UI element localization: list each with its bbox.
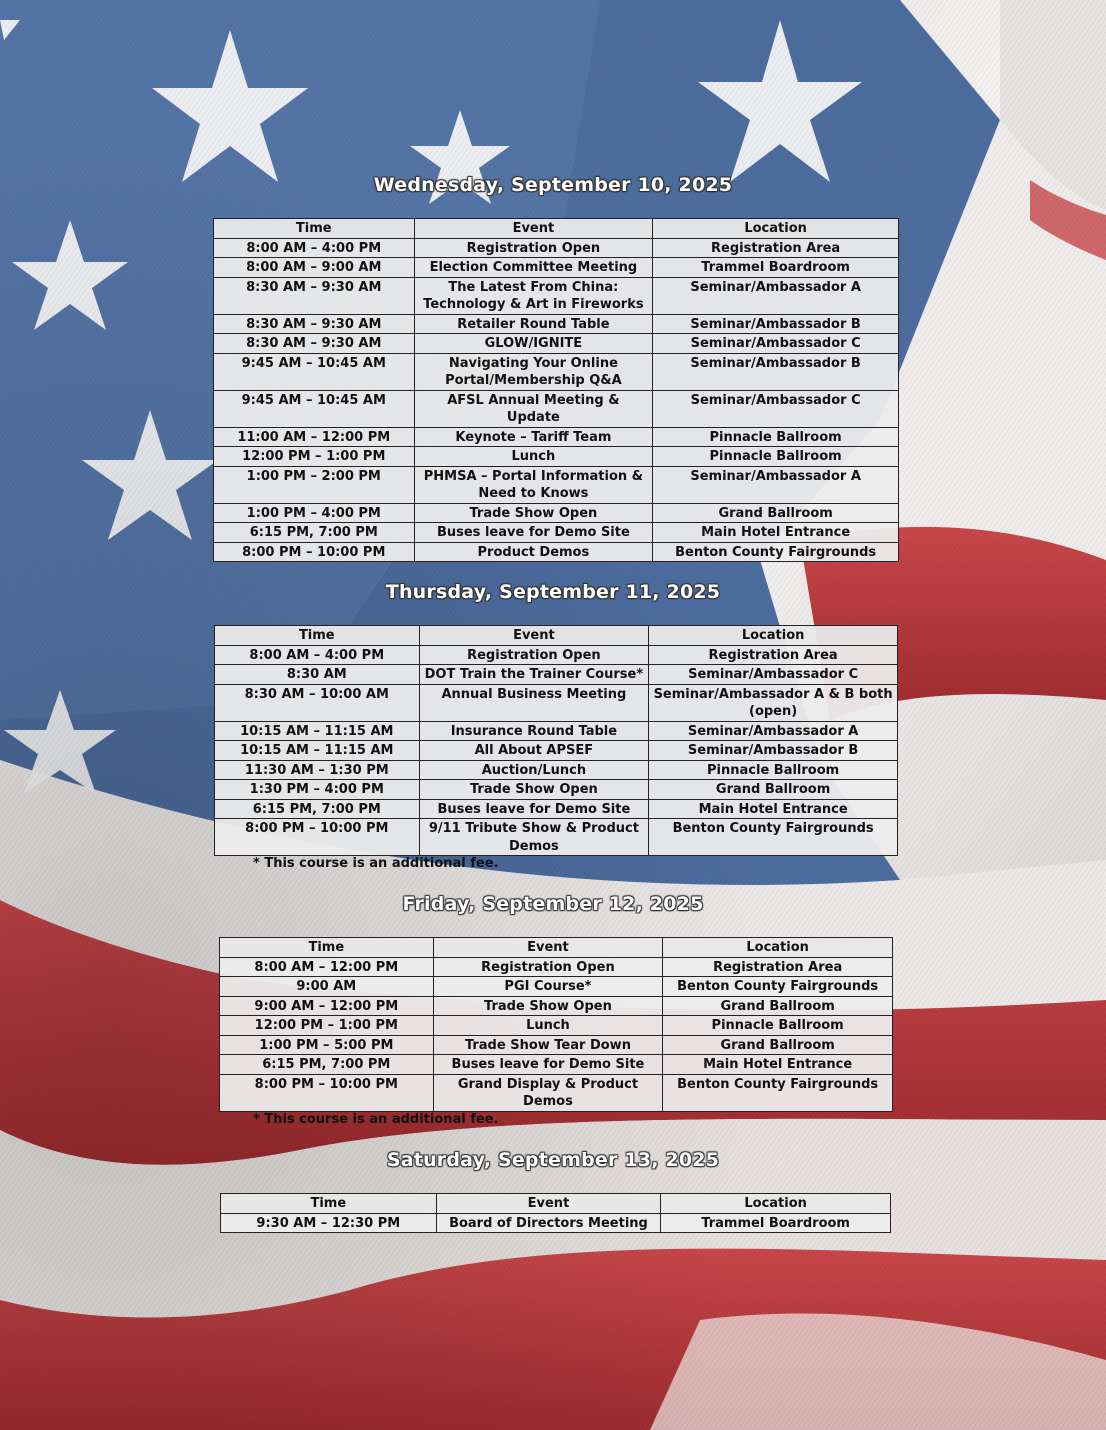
event-cell: Buses leave for Demo Site [419, 799, 649, 819]
column-header-event: Event [419, 626, 649, 646]
table-row [214, 542, 899, 562]
table-row [215, 780, 898, 800]
event-cell: Grand Display & Product Demos [433, 1074, 663, 1111]
table-row [214, 334, 899, 354]
time-cell: 11:30 AM – 1:30 PM [215, 760, 420, 780]
event-cell: Trade Show Open [414, 503, 653, 523]
footnote-thursday: * This course is an additional fee. [253, 856, 499, 871]
column-header-event: Event [436, 1194, 661, 1214]
day-title-friday: Friday, September 12, 2025 [402, 893, 704, 915]
table-header-row [221, 1194, 891, 1214]
column-header-event: Event [433, 938, 663, 958]
table-row [214, 466, 899, 503]
time-cell: 12:00 PM – 1:00 PM [220, 1016, 434, 1036]
column-header-time: Time [214, 219, 415, 239]
footnote-friday: * This course is an additional fee. [253, 1112, 499, 1127]
location-cell: Grand Ballroom [663, 996, 893, 1016]
table-row [214, 238, 899, 258]
time-cell: 8:00 PM – 10:00 PM [220, 1074, 434, 1111]
column-header-location: Location [663, 938, 893, 958]
time-cell: 8:30 AM – 10:00 AM [215, 684, 420, 721]
schedule-table-wednesday [213, 218, 899, 562]
table-header-row [220, 938, 893, 958]
day-title-thursday: Thursday, September 11, 2025 [385, 581, 721, 603]
location-cell: Registration Area [663, 957, 893, 977]
table-row [215, 665, 898, 685]
event-cell: Election Committee Meeting [414, 258, 653, 278]
event-cell: Buses leave for Demo Site [433, 1055, 663, 1075]
day-title-wednesday: Wednesday, September 10, 2025 [373, 174, 733, 196]
location-cell: Benton County Fairgrounds [653, 542, 899, 562]
location-cell: Benton County Fairgrounds [663, 1074, 893, 1111]
event-cell: Trade Show Tear Down [433, 1035, 663, 1055]
table-header-row [214, 219, 899, 239]
time-cell: 8:00 PM – 10:00 PM [214, 542, 415, 562]
event-cell: Registration Open [433, 957, 663, 977]
column-header-time: Time [221, 1194, 437, 1214]
event-cell: Auction/Lunch [419, 760, 649, 780]
location-cell: Grand Ballroom [653, 503, 899, 523]
time-cell: 8:00 PM – 10:00 PM [215, 819, 420, 856]
location-cell: Trammel Boardroom [661, 1213, 891, 1233]
location-cell: Seminar/Ambassador C [649, 665, 898, 685]
table-row [215, 684, 898, 721]
time-cell: 9:45 AM – 10:45 AM [214, 353, 415, 390]
table-row [220, 996, 893, 1016]
table-row [220, 977, 893, 997]
time-cell: 8:30 AM – 9:30 AM [214, 314, 415, 334]
table-row [215, 721, 898, 741]
time-cell: 10:15 AM – 11:15 AM [215, 741, 420, 761]
column-header-time: Time [220, 938, 434, 958]
time-cell: 8:00 AM – 9:00 AM [214, 258, 415, 278]
location-cell: Benton County Fairgrounds [663, 977, 893, 997]
table-row [220, 1016, 893, 1036]
schedule-table-thursday [214, 625, 898, 856]
time-cell: 6:15 PM, 7:00 PM [220, 1055, 434, 1075]
location-cell: Pinnacle Ballroom [653, 427, 899, 447]
time-cell: 8:30 AM – 9:30 AM [214, 277, 415, 314]
table-row [214, 353, 899, 390]
time-cell: 1:00 PM – 2:00 PM [214, 466, 415, 503]
time-cell: 8:00 AM – 12:00 PM [220, 957, 434, 977]
time-cell: 9:00 AM – 12:00 PM [220, 996, 434, 1016]
table-row [214, 503, 899, 523]
event-cell: Product Demos [414, 542, 653, 562]
table-row [215, 645, 898, 665]
table-row [214, 258, 899, 278]
event-cell: Navigating Your Online Portal/Membership Q&A [414, 353, 653, 390]
table-row [214, 447, 899, 467]
event-cell: DOT Train the Trainer Course* [419, 665, 649, 685]
schedule-table-friday [219, 937, 893, 1112]
time-cell: 9:00 AM [220, 977, 434, 997]
time-cell: 9:30 AM – 12:30 PM [221, 1213, 437, 1233]
location-cell: Seminar/Ambassador C [653, 390, 899, 427]
table-row [215, 819, 898, 856]
table-row [215, 741, 898, 761]
table-header-row [215, 626, 898, 646]
location-cell: Seminar/Ambassador B [649, 741, 898, 761]
location-cell: Registration Area [649, 645, 898, 665]
table-row [214, 523, 899, 543]
event-cell: Lunch [414, 447, 653, 467]
schedule-table-saturday [220, 1193, 891, 1233]
event-cell: PGI Course* [433, 977, 663, 997]
table-row [214, 314, 899, 334]
location-cell: Pinnacle Ballroom [653, 447, 899, 467]
event-cell: Insurance Round Table [419, 721, 649, 741]
table-row [215, 760, 898, 780]
event-cell: Buses leave for Demo Site [414, 523, 653, 543]
time-cell: 8:30 AM [215, 665, 420, 685]
location-cell: Main Hotel Entrance [649, 799, 898, 819]
location-cell: Seminar/Ambassador B [653, 353, 899, 390]
column-header-location: Location [661, 1194, 891, 1214]
time-cell: 10:15 AM – 11:15 AM [215, 721, 420, 741]
location-cell: Pinnacle Ballroom [649, 760, 898, 780]
event-cell: GLOW/IGNITE [414, 334, 653, 354]
time-cell: 1:00 PM – 5:00 PM [220, 1035, 434, 1055]
time-cell: 8:00 AM – 4:00 PM [214, 238, 415, 258]
event-cell: Keynote – Tariff Team [414, 427, 653, 447]
time-cell: 9:45 AM – 10:45 AM [214, 390, 415, 427]
table-row [214, 390, 899, 427]
location-cell: Seminar/Ambassador A & B both (open) [649, 684, 898, 721]
location-cell: Main Hotel Entrance [663, 1055, 893, 1075]
location-cell: Grand Ballroom [649, 780, 898, 800]
event-cell: Trade Show Open [419, 780, 649, 800]
table-row [215, 799, 898, 819]
table-row [220, 1035, 893, 1055]
time-cell: 8:30 AM – 9:30 AM [214, 334, 415, 354]
time-cell: 6:15 PM, 7:00 PM [214, 523, 415, 543]
event-cell: Retailer Round Table [414, 314, 653, 334]
event-cell: Annual Business Meeting [419, 684, 649, 721]
location-cell: Benton County Fairgrounds [649, 819, 898, 856]
time-cell: 11:00 AM – 12:00 PM [214, 427, 415, 447]
table-row [221, 1213, 891, 1233]
time-cell: 1:00 PM – 4:00 PM [214, 503, 415, 523]
location-cell: Registration Area [653, 238, 899, 258]
time-cell: 12:00 PM – 1:00 PM [214, 447, 415, 467]
event-cell: Board of Directors Meeting [436, 1213, 661, 1233]
event-cell: AFSL Annual Meeting & Update [414, 390, 653, 427]
column-header-time: Time [215, 626, 420, 646]
location-cell: Trammel Boardroom [653, 258, 899, 278]
location-cell: Seminar/Ambassador B [653, 314, 899, 334]
location-cell: Grand Ballroom [663, 1035, 893, 1055]
event-cell: Lunch [433, 1016, 663, 1036]
location-cell: Seminar/Ambassador A [653, 466, 899, 503]
time-cell: 8:00 AM – 4:00 PM [215, 645, 420, 665]
column-header-location: Location [653, 219, 899, 239]
location-cell: Seminar/Ambassador A [649, 721, 898, 741]
event-cell: All About APSEF [419, 741, 649, 761]
event-cell: PHMSA – Portal Information & Need to Knows [414, 466, 653, 503]
event-cell: Trade Show Open [433, 996, 663, 1016]
location-cell: Seminar/Ambassador A [653, 277, 899, 314]
column-header-location: Location [649, 626, 898, 646]
event-cell: Registration Open [414, 238, 653, 258]
location-cell: Seminar/Ambassador C [653, 334, 899, 354]
location-cell: Main Hotel Entrance [653, 523, 899, 543]
time-cell: 1:30 PM – 4:00 PM [215, 780, 420, 800]
event-cell: Registration Open [419, 645, 649, 665]
day-title-saturday: Saturday, September 13, 2025 [386, 1149, 720, 1171]
table-row [214, 427, 899, 447]
event-cell: 9/11 Tribute Show & Product Demos [419, 819, 649, 856]
event-cell: The Latest From China: Technology & Art in Fireworks [414, 277, 653, 314]
column-header-event: Event [414, 219, 653, 239]
table-row [214, 277, 899, 314]
table-row [220, 1055, 893, 1075]
location-cell: Pinnacle Ballroom [663, 1016, 893, 1036]
table-row [220, 1074, 893, 1111]
table-row [220, 957, 893, 977]
time-cell: 6:15 PM, 7:00 PM [215, 799, 420, 819]
